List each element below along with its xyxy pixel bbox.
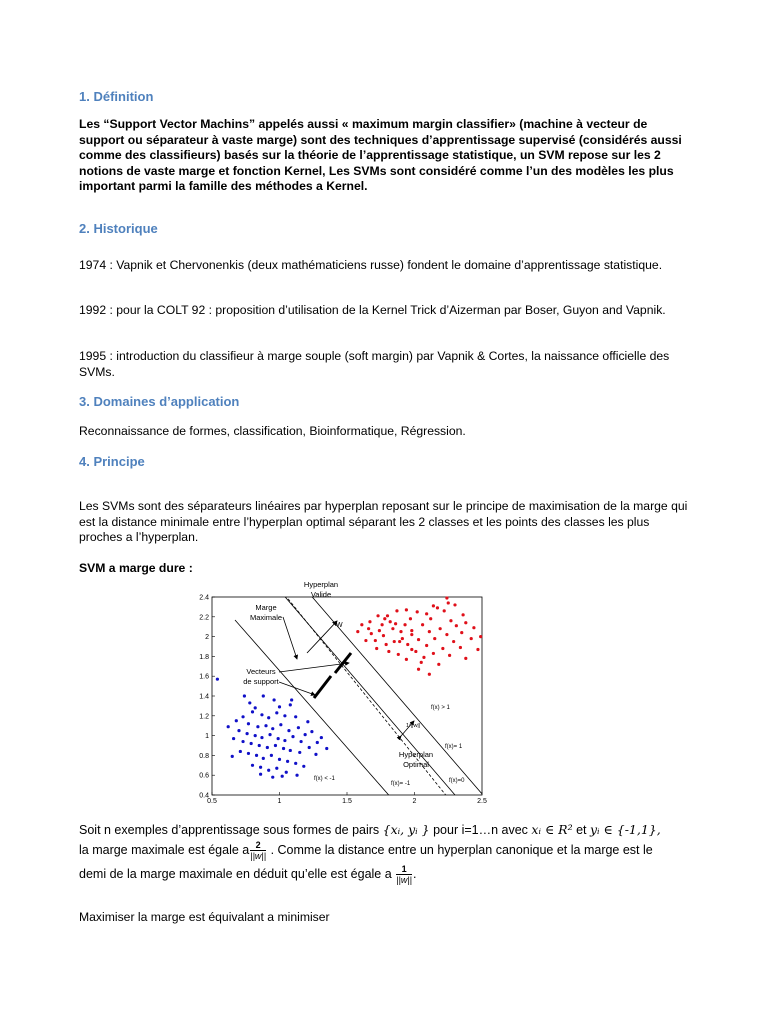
data-point xyxy=(271,727,274,730)
data-point xyxy=(395,609,398,612)
data-point xyxy=(421,623,424,626)
y-tick-label: 2 xyxy=(205,634,209,642)
data-point xyxy=(425,612,428,615)
data-point xyxy=(275,767,278,770)
data-point xyxy=(291,735,294,738)
data-point xyxy=(259,766,262,769)
section-title-domaines: 3. Domaines d’application xyxy=(79,394,240,409)
data-point xyxy=(235,719,238,722)
data-point xyxy=(260,736,263,739)
data-point xyxy=(294,715,297,718)
data-point xyxy=(414,650,417,653)
data-point xyxy=(239,750,242,753)
text-demi-1: demi de la marge maximale en déduit qu’elle est égale a xyxy=(79,867,396,881)
x-tick-label: 1 xyxy=(277,798,282,805)
data-point xyxy=(409,617,412,620)
svm-figure xyxy=(195,577,495,809)
data-point xyxy=(445,596,448,599)
data-point xyxy=(368,620,371,623)
label-fx-lt-minus1: f(x) < -1 xyxy=(314,776,335,782)
data-point xyxy=(453,603,456,606)
fraction-2-over-w xyxy=(250,840,266,861)
x-tick-label: 1.5 xyxy=(342,798,352,805)
label-fx-gt-1: f(x) > 1 xyxy=(431,705,450,711)
x-tick-label: 2.5 xyxy=(477,798,487,805)
text-marge-1: la marge maximale est égale a xyxy=(79,843,250,857)
w-arrow xyxy=(307,621,337,653)
data-point xyxy=(306,720,309,723)
y-tick-label: 1.8 xyxy=(199,653,209,661)
math-pair: {xᵢ, yᵢ } xyxy=(382,822,430,837)
data-point xyxy=(267,769,270,772)
data-point xyxy=(286,760,289,763)
data-point xyxy=(428,630,431,633)
data-point xyxy=(445,633,448,636)
data-point xyxy=(476,648,479,651)
data-point xyxy=(459,646,462,649)
data-point xyxy=(375,647,378,650)
marge-pointer xyxy=(283,617,297,659)
paragraph-pairs xyxy=(79,822,719,839)
data-point xyxy=(403,623,406,626)
label-hyperplan-valide-1: Hyperplan xyxy=(303,580,339,589)
data-point xyxy=(387,650,390,653)
svm-marge-dure-label: SVM a marge dure : xyxy=(79,561,193,575)
data-point xyxy=(241,740,244,743)
data-point xyxy=(479,635,482,638)
fraction-numerator: 1 xyxy=(396,864,412,875)
data-point xyxy=(460,631,463,634)
data-point xyxy=(247,722,250,725)
data-point xyxy=(405,608,408,611)
data-point xyxy=(443,609,446,612)
fraction-denominator: ||w|| xyxy=(396,875,413,886)
data-point xyxy=(462,613,465,616)
x-tick-label: 2 xyxy=(412,798,417,805)
data-point xyxy=(259,773,262,776)
math-xi-in-r2: xᵢ ∈ R² xyxy=(531,822,573,837)
data-point xyxy=(398,640,401,643)
math-yi-in: yᵢ ∈ {-1,1}, xyxy=(589,822,661,837)
data-point xyxy=(397,653,400,656)
data-point xyxy=(274,744,277,747)
data-point xyxy=(275,711,278,714)
y-tick-label: 0.4 xyxy=(199,792,209,800)
data-point xyxy=(464,621,467,624)
label-fx-eq-minus1: f(x)= -1 xyxy=(391,781,411,787)
data-point xyxy=(246,732,249,735)
data-point xyxy=(428,673,431,676)
text-marge-2: . Comme la distance entre un hyperplan canonique et la marge est le xyxy=(267,843,653,857)
y-tick-label: 2.2 xyxy=(199,614,209,622)
data-point xyxy=(255,754,258,757)
data-point xyxy=(410,648,413,651)
data-point xyxy=(281,775,284,778)
section-title-principe: 4. Principe xyxy=(79,454,145,469)
data-point xyxy=(374,639,377,642)
label-vecteurs-1: Vecteurs xyxy=(246,667,276,676)
data-point xyxy=(433,637,436,640)
data-point xyxy=(401,637,404,640)
data-point xyxy=(364,639,367,642)
data-point xyxy=(287,729,290,732)
data-point xyxy=(376,614,379,617)
data-point xyxy=(432,652,435,655)
data-point xyxy=(298,751,301,754)
label-w: W xyxy=(336,622,343,629)
data-point xyxy=(295,774,298,777)
data-point xyxy=(268,733,271,736)
data-point xyxy=(370,632,373,635)
text-demi-2: . xyxy=(413,867,417,881)
data-point xyxy=(258,744,261,747)
label-marge-maximale-2: Maximale xyxy=(249,613,283,622)
paragraph-demi-marge xyxy=(79,863,719,885)
data-point xyxy=(248,701,251,704)
data-point xyxy=(383,617,386,620)
y-tick-label: 1.4 xyxy=(199,693,209,701)
y-tick-label: 0.6 xyxy=(199,772,209,780)
data-point xyxy=(405,658,408,661)
data-point xyxy=(436,606,439,609)
data-point xyxy=(452,640,455,643)
label-hyperplan-optimal-1: Hyperplan xyxy=(398,750,434,759)
data-point xyxy=(243,694,246,697)
principe-paragraph: Les SVMs sont des séparateurs linéaires par hyperplan reposant sur le principe de maximisation de la marge qui est la distance minimale entre l’hyperplan optimal séparant les 2 classes et les points des classes les plus proches a l’hyperplan. xyxy=(79,499,688,544)
x-tick-label: 0.5 xyxy=(207,798,217,805)
label-fx-eq-1: f(x)= 1 xyxy=(445,744,463,750)
data-point xyxy=(432,604,435,607)
data-point xyxy=(320,736,323,739)
data-point xyxy=(472,626,475,629)
data-point xyxy=(294,762,297,765)
data-point xyxy=(262,757,265,760)
data-point xyxy=(289,703,292,706)
data-point xyxy=(417,638,420,641)
data-point xyxy=(285,771,288,774)
data-point xyxy=(254,734,257,737)
data-point xyxy=(216,678,219,681)
data-point xyxy=(316,741,319,744)
data-point xyxy=(270,754,273,757)
data-point xyxy=(279,723,282,726)
label-invw: 1/||w|| xyxy=(406,723,421,729)
data-point xyxy=(314,753,317,756)
text-pairs-3: et xyxy=(572,823,590,837)
data-point xyxy=(283,739,286,742)
data-point xyxy=(250,742,253,745)
hyperplane-fx-plus1 xyxy=(295,577,495,809)
data-point xyxy=(399,630,402,633)
data-point xyxy=(449,619,452,622)
paragraph-maximiser: Maximiser la marge est équivalant a minimiser xyxy=(79,910,330,924)
data-point xyxy=(367,627,370,630)
data-point xyxy=(232,737,235,740)
section-title-definition: 1. Définition xyxy=(79,89,154,104)
data-point xyxy=(470,637,473,640)
data-point xyxy=(410,633,413,636)
domaines-paragraph: Reconnaissance de formes, classification, Bioinformatique, Régression. xyxy=(79,424,466,438)
data-point xyxy=(360,623,363,626)
data-point xyxy=(406,643,409,646)
data-point xyxy=(251,764,254,767)
y-tick-label: 2.4 xyxy=(199,594,209,602)
data-point xyxy=(394,622,397,625)
y-tick-label: 0.8 xyxy=(199,752,209,760)
data-point xyxy=(389,620,392,623)
historique-1974: 1974 : Vapnik et Chervonenkis (deux mathématiciens russe) fondent le domaine d’apprentissage statistique. xyxy=(79,258,663,272)
data-point xyxy=(378,629,381,632)
data-point xyxy=(308,746,311,749)
data-point xyxy=(300,740,303,743)
data-point xyxy=(302,765,305,768)
data-point xyxy=(441,647,444,650)
data-point xyxy=(267,716,270,719)
data-point xyxy=(425,644,428,647)
fraction-denominator: ||w|| xyxy=(250,851,267,862)
data-point xyxy=(422,656,425,659)
y-tick-label: 1.2 xyxy=(199,713,209,721)
data-point xyxy=(304,733,307,736)
label-fx-eq-0: f(x)=0 xyxy=(449,778,465,784)
hyperplane-optimal xyxy=(285,595,457,809)
data-point xyxy=(455,624,458,627)
data-point xyxy=(278,705,281,708)
data-point xyxy=(237,729,240,732)
data-point xyxy=(393,640,396,643)
data-point xyxy=(310,730,313,733)
plot-axes xyxy=(199,595,487,806)
data-point xyxy=(382,634,385,637)
data-point xyxy=(251,710,254,713)
definition-paragraph: Les “Support Vector Machins” appelés aussi « maximum margin classifier» (machine à vecteur de support ou séparateur à vaste marge) sont des techniques d’apprentissage supervisé (considérés aussi comme des classifieurs) basés sur la théorie de l’apprentissage statistique, un SVM repose sur les 2 notions de vaste marge et fonction Kernel, Les SVMs sont considéré comme l’un des modèles les plus important parmi la famille des méthodes a Kernel. xyxy=(79,117,682,193)
label-hyperplan-optimal-2: Optimal xyxy=(403,760,429,769)
vs-pointer-2 xyxy=(279,682,315,695)
data-point xyxy=(385,643,388,646)
data-point xyxy=(290,698,293,701)
data-point xyxy=(386,614,389,617)
data-point xyxy=(420,661,423,664)
fraction-numerator: 2 xyxy=(250,840,266,851)
data-point xyxy=(447,601,450,604)
margin-bar-lower xyxy=(314,676,331,698)
data-point xyxy=(448,654,451,657)
paragraph-marge-maximale xyxy=(79,839,719,861)
data-point xyxy=(247,752,250,755)
label-marge-maximale-1: Marge xyxy=(255,603,277,612)
data-point xyxy=(416,610,419,613)
section-title-historique: 2. Historique xyxy=(79,221,158,236)
data-point xyxy=(391,627,394,630)
text-pairs-1: Soit n exemples d’apprentissage sous formes de pairs xyxy=(79,823,383,837)
data-point xyxy=(277,737,280,740)
data-point xyxy=(256,725,259,728)
data-point xyxy=(241,715,244,718)
historique-1995: 1995 : introduction du classifieur à marge souple (soft margin) par Vapnik & Cortes, la naissance officielle des SVMs. xyxy=(79,349,670,379)
label-hyperplan-valide-2: Valide xyxy=(310,590,332,599)
data-point xyxy=(254,706,257,709)
label-vecteurs-2: de support xyxy=(243,677,279,686)
data-point xyxy=(283,714,286,717)
data-point xyxy=(231,755,234,758)
data-point xyxy=(262,694,265,697)
data-point xyxy=(439,627,442,630)
data-point xyxy=(273,698,276,701)
data-point xyxy=(282,747,285,750)
data-point xyxy=(278,758,281,761)
data-point xyxy=(429,617,432,620)
data-point xyxy=(381,623,384,626)
fraction-1-over-w xyxy=(396,864,412,885)
data-point xyxy=(437,663,440,666)
data-point xyxy=(417,668,420,671)
data-points xyxy=(216,596,482,778)
data-point xyxy=(227,725,230,728)
data-point xyxy=(289,749,292,752)
data-point xyxy=(410,629,413,632)
y-tick-label: 1.6 xyxy=(199,673,209,681)
historique-1992: 1992 : pour la COLT 92 : proposition d’utilisation de la Kernel Trick d’Aizerman par Boser, Guyon and Vapnik. xyxy=(79,303,666,317)
data-point xyxy=(271,776,274,779)
data-point xyxy=(356,630,359,633)
data-point xyxy=(260,713,263,716)
y-tick-label: 1 xyxy=(205,733,209,741)
data-point xyxy=(325,747,328,750)
data-point xyxy=(464,657,467,660)
text-pairs-2: pour i=1…n avec xyxy=(429,823,532,837)
data-point xyxy=(264,724,267,727)
data-point xyxy=(266,746,269,749)
data-point xyxy=(297,726,300,729)
